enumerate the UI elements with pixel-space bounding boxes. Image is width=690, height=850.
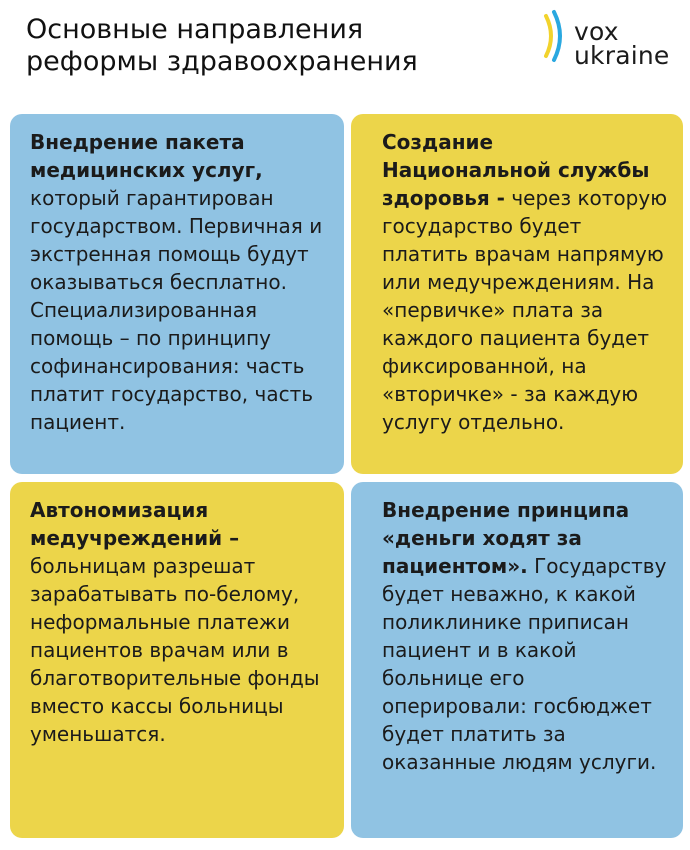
card-body: больницам разрешат зарабатывать по-белому, неформальные платежи пациентов врачам или в благотворительные фонды вместо кассы больницы уменьшатся. — [30, 554, 320, 746]
logo-line-vox: vox — [574, 17, 619, 46]
card-lead: Создание Национальной службы здоровья - — [382, 130, 650, 210]
page-title: Основные направления реформы здравоохранения — [26, 14, 418, 77]
card-money-follows-patient — [351, 482, 683, 838]
vox-ukraine-logo — [536, 8, 676, 72]
logo-text — [574, 17, 670, 70]
logo-line-ukraine: ukraine — [574, 41, 670, 70]
card-national-health-service — [351, 114, 683, 474]
card-body: Государству будет неважно, к какой поликлинике приписан пациент и в какой больнице его оперировали: госбюджет будет платить за оказанные людям услуги. — [382, 554, 667, 774]
sound-wave-icon — [536, 8, 572, 72]
card-body: через которую государство будет платить врачам напрямую или медучреждениям. На «первичке» плата за каждого пациента будет фиксированной, на «вторичке» - за каждую услугу отдельно. — [382, 186, 668, 434]
card-body: который гарантирован государством. Первичная и экстренная помощь будут оказываться бесплатно. Специализированная помощь – по принципу софинансирования: часть платит государство, часть пациент. — [30, 186, 323, 434]
card-lead: Внедрение пакета медицинских услуг, — [30, 130, 263, 182]
card-lead: Автономизация медучреждений – — [30, 498, 240, 550]
card-lead: Внедрение принципа «деньги ходят за пациентом». — [382, 498, 630, 578]
card-autonomization — [10, 482, 344, 838]
card-service-package — [10, 114, 344, 474]
